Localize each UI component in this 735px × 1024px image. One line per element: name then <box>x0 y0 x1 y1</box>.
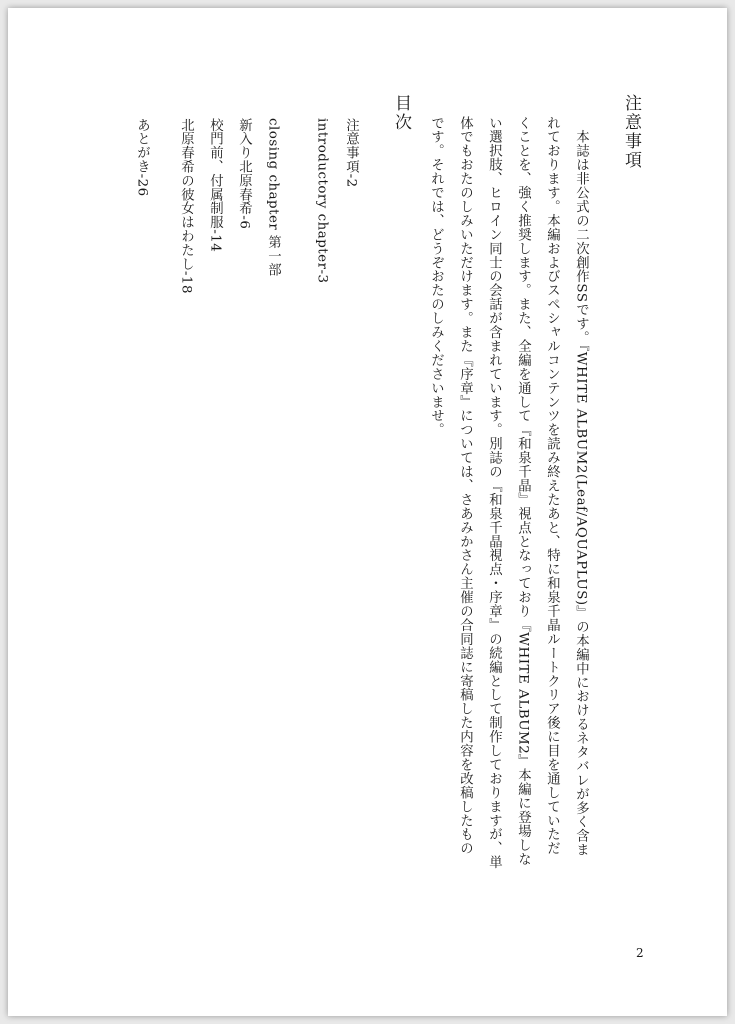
toc-entry: 北原春希の彼女はわたし-18 <box>178 118 194 294</box>
toc-entry: あとがき-26 <box>134 118 150 197</box>
notice-line: です。それでは、どうぞおたのしみくださいませ。 <box>428 116 444 437</box>
notice-line: 本誌は非公式の二次創作SSです。『WHITE ALBUM2(Leaf/AQUAPLUS)』の本編中におけるネタバレが多く含ま <box>573 116 589 857</box>
toc-entry: 新入り北原春希-6 <box>236 118 252 230</box>
notice-line: れております。本編およびスペシャルコンテンツを読み終えたあと、特に和泉千晶ルートクリア後に目を通していただ <box>544 116 560 856</box>
notice-line: い選択肢、ヒロイン同士の会話が含まれています。別誌の『和泉千晶視点・序章』の続編として制作しておりますが、単 <box>486 116 502 870</box>
document-page <box>8 8 727 1016</box>
notice-line: くことを、強く推奨します。また、全編を通して『和泉千晶』視点となっており『WHITE ALBUM2』本編に登場しな <box>515 116 531 866</box>
toc-entry: 校門前、付属制服-14 <box>207 118 223 253</box>
toc-entry: 注意事項-2 <box>343 118 359 188</box>
toc-heading: 目次 <box>391 94 411 132</box>
toc-entry: closing chapter 第一部 <box>265 118 281 277</box>
toc-entry: introductory chapter-3 <box>314 118 330 284</box>
page-number: 2 <box>636 946 644 960</box>
notice-line: 体でもおたのしみいただけます。また『序章』については、さあみかさん主催の合同誌に寄稿した内容を改稿したもの <box>457 116 473 856</box>
notice-heading: 注意事項 <box>621 94 641 170</box>
